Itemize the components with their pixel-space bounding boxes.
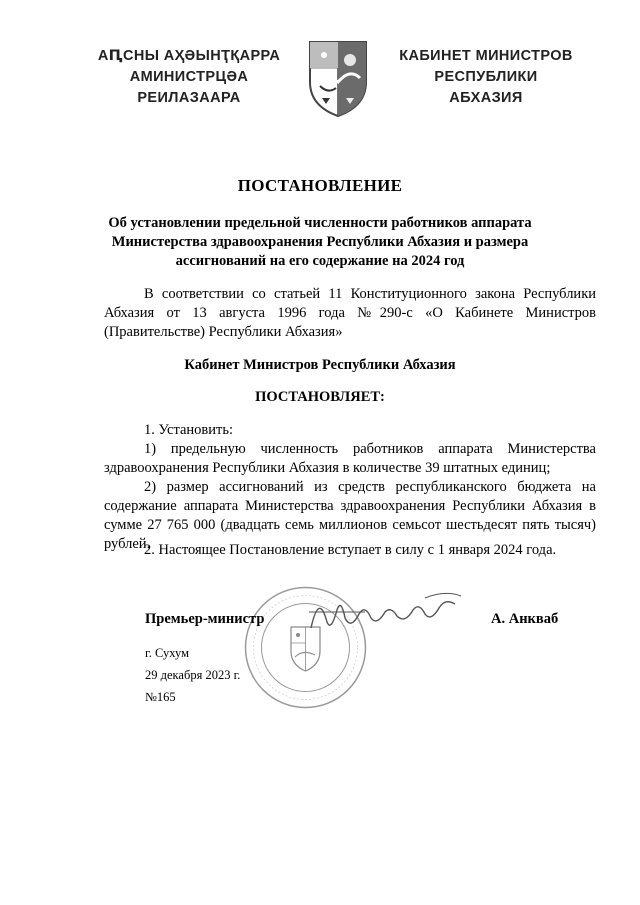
document-subject (100, 214, 540, 271)
authority-line: Кабинет Министров Республики Абхазия (184, 357, 456, 373)
document-place: г. Сухум (145, 646, 190, 660)
item-2: 2. Настоящее Постановление вступает в силу с 1 января 2024 года. (144, 542, 557, 558)
header-left-line1: АԤСНЫ АҲӘЫНҬҚАРРА (97, 48, 281, 64)
preamble-paragraph: В соответствии со статьей 11 Конституционного закона Республики Абхазия от 13 августа 1996 года №290-с «О Кабинете Министров (Правительстве) Республики Абхазия» (104, 286, 596, 340)
subject-line1: Об установлении предельной численности работников аппарата (108, 215, 532, 231)
header-left-org-name (89, 46, 289, 109)
header-right-org-name (396, 46, 576, 109)
document-number: №165 (145, 690, 176, 704)
resolves-heading: ПОСТАНОВЛЯЕТ: (255, 389, 385, 405)
item-1-2: 2) размер ассигнований из средств республиканского бюджета на содержание аппарата Министерства здравоохранения Республики Абхазия в сумме 27 765 000 (двадцать семь миллионов семьсот шестьдесят пять тысяч) рублей. (104, 479, 596, 552)
header-right-line1: КАБИНЕТ МИНИСТРОВ (399, 48, 573, 64)
subject-line2: Министерства здравоохранения Республики Абхазия и размера (111, 234, 529, 250)
document-title: ПОСТАНОВЛЕНИЕ (237, 176, 403, 195)
signer-position: Премьер-министр (145, 611, 265, 627)
item-1: 1. Установить: (144, 422, 234, 438)
abkhazia-emblem-icon (306, 38, 370, 118)
item-1-1: 1) предельную численность работников аппарата Министерства здравоохранения Республики Абхазия в количестве 39 штатных единиц; (104, 441, 596, 476)
signer-name: А. Анкваб (491, 611, 559, 627)
subject-line3: ассигнований на его содержание на 2024 год (175, 253, 465, 269)
document-date: 29 декабря 2023 г. (145, 668, 241, 682)
header-left-line2: АМИНИСТРЦӘА РЕИЛАЗААРА (129, 69, 249, 106)
header-right-line2: РЕСПУБЛИКИ АБХАЗИЯ (434, 69, 538, 106)
handwritten-signature (305, 588, 465, 638)
